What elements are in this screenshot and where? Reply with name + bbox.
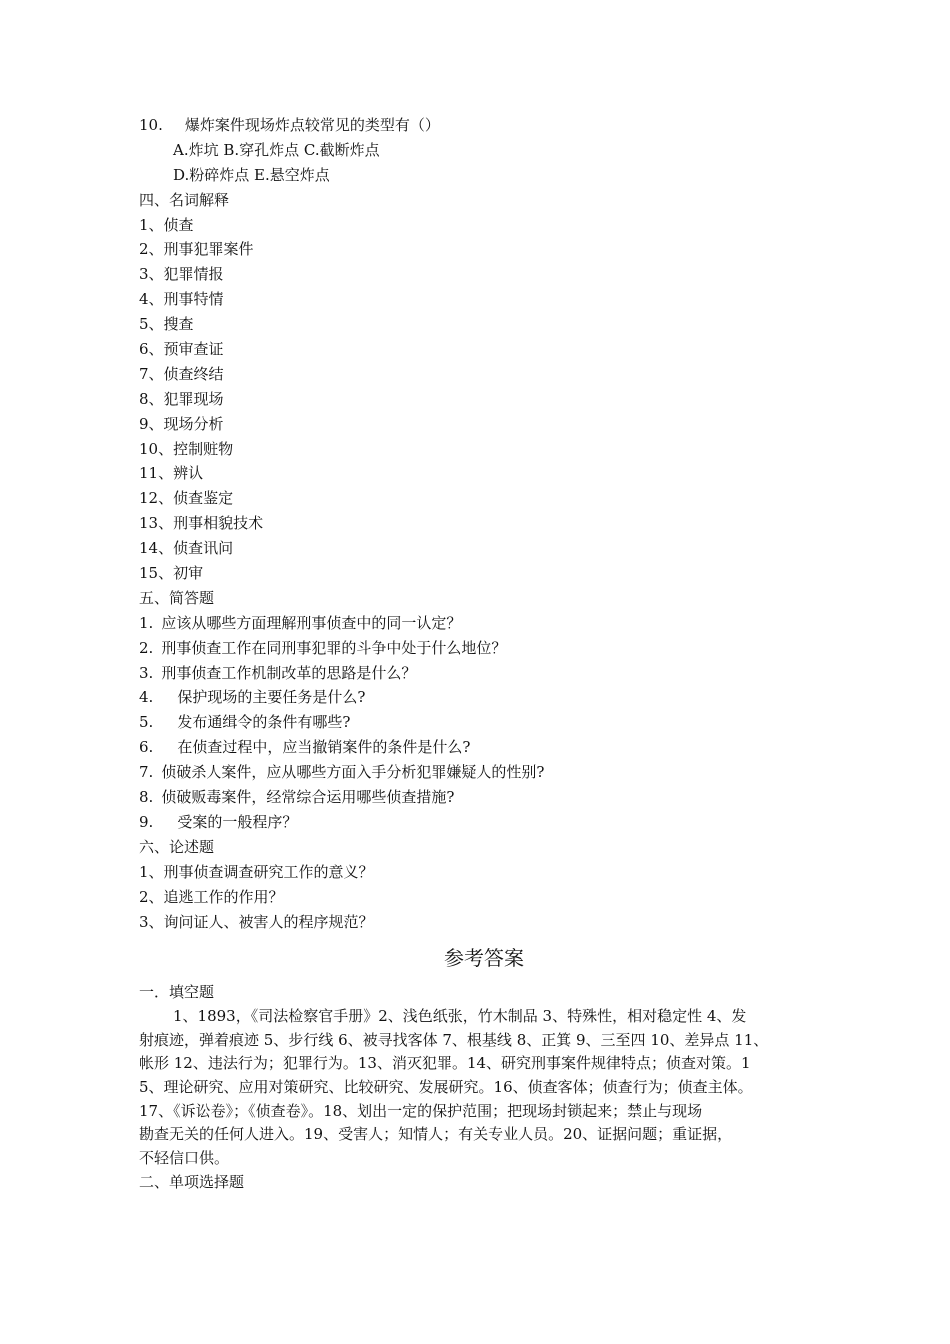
- item-number: 7.: [139, 763, 154, 782]
- section-heading: 五、简答题: [139, 588, 215, 607]
- item-number: 8.: [139, 788, 154, 807]
- question-number: 10.: [139, 116, 163, 134]
- term-list: [139, 213, 829, 586]
- section-heading: 六、论述题: [139, 837, 215, 856]
- item-text: 刑事侦查工作机制改革的思路是什么？: [161, 663, 417, 682]
- list-item: 8、犯罪现场: [139, 389, 224, 408]
- list-item: 9、现场分析: [139, 414, 224, 433]
- list-item: 1、刑事侦查调查研究工作的意义？: [139, 862, 374, 881]
- item-text: 保护现场的主要任务是什么?: [177, 688, 366, 707]
- item-number: 3.: [139, 663, 154, 682]
- list-item: 14、侦查讯问: [139, 539, 234, 558]
- item-text: 侦破杀人案件，应从哪些方面入手分析犯罪嫌疑人的性别?: [161, 763, 545, 782]
- list-item: [139, 810, 829, 835]
- question-list: [139, 611, 829, 835]
- item-number: 1.: [139, 613, 154, 632]
- item-text: 刑事侦查工作在同刑事犯罪的斗争中处于什么地位？: [161, 638, 507, 657]
- item-text: 侦破贩毒案件，经常综合运用哪些侦查措施?: [161, 788, 455, 807]
- list-item: 12、侦查鉴定: [139, 489, 234, 508]
- list-item: [139, 760, 829, 785]
- paragraph-line: 1、1893，《司法检察官手册》2、浅色纸张，竹木制品 3、特殊性，相对稳定性 4、发: [173, 1007, 747, 1026]
- list-item: 10、控制赃物: [139, 439, 234, 458]
- list-item: 15、初审: [139, 564, 204, 583]
- item-number: 5.: [139, 713, 154, 732]
- list-item: 5、搜查: [139, 315, 194, 334]
- answers-title: 参考答案: [444, 946, 524, 971]
- list-item: 4、刑事特情: [139, 290, 224, 309]
- question-options: D.粉碎炸点 E.悬空炸点: [173, 165, 330, 184]
- list-item: [139, 785, 829, 810]
- list-item: 3、犯罪情报: [139, 265, 224, 284]
- list-item: [139, 710, 829, 735]
- essay-list: [139, 860, 829, 935]
- item-number: 9.: [139, 812, 154, 831]
- list-item: [139, 636, 829, 661]
- paragraph-line: 射痕迹，弹着痕迹 5、步行线 6、被寻找客体 7、根基线 8、正箕 9、三至四 10、差异点 11、: [139, 1030, 769, 1049]
- section-heading: 四、名词解释: [139, 190, 230, 209]
- question-options: A.炸坑 B.穿孔炸点 C.截断炸点: [173, 140, 380, 159]
- answer-paragraph: [139, 1005, 829, 1170]
- list-item: 11、辨认: [139, 464, 204, 483]
- item-number: 2.: [139, 638, 154, 657]
- item-text: 应该从哪些方面理解刑事侦查中的同一认定？: [161, 613, 462, 632]
- list-item: 3、询问证人、被害人的程序规范？: [139, 912, 374, 931]
- item-number: 6.: [139, 738, 154, 757]
- list-item: 2、刑事犯罪案件: [139, 240, 254, 259]
- list-item: [139, 735, 829, 760]
- question-10: [139, 113, 829, 138]
- paragraph-line: 不轻信口供。: [139, 1148, 230, 1167]
- list-item: 13、刑事相貌技术: [139, 514, 264, 533]
- item-text: 发布通缉令的条件有哪些?: [177, 713, 351, 732]
- document-page: [139, 113, 829, 1195]
- paragraph-line: 勘查无关的任何人进入。19、受害人；知情人；有关专业人员。20、证据问题；重证据，: [139, 1125, 733, 1144]
- list-item: 6、预审查证: [139, 340, 224, 359]
- item-text: 受案的一般程序？: [177, 812, 298, 831]
- item-text: 在侦查过程中，应当撤销案件的条件是什么?: [177, 738, 471, 757]
- list-item: [139, 611, 829, 636]
- question-text: 爆炸案件现场炸点较常见的类型有（）: [184, 116, 440, 134]
- list-item: 2、追逃工作的作用？: [139, 887, 284, 906]
- list-item: 7、侦查终结: [139, 364, 224, 383]
- paragraph-line: 17、《诉讼卷》；《侦查卷》。18、划出一定的保护范围；把现场封锁起来；禁止与现场: [139, 1101, 703, 1120]
- list-item: [139, 685, 829, 710]
- item-number: 4.: [139, 688, 154, 707]
- paragraph-line: 5、理论研究、应用对策研究、比较研究、发展研究。16、侦查客体；侦查行为；侦查主体。: [139, 1078, 753, 1097]
- paragraph-line: 帐形 12、违法行为；犯罪行为。13、消灭犯罪。14、研究刑事案件规律特点；侦查对策。1: [139, 1054, 751, 1073]
- section-heading: 二、单项选择题: [139, 1173, 245, 1192]
- section-heading: 一．填空题: [139, 983, 215, 1002]
- list-item: [139, 661, 829, 686]
- list-item: 1、侦查: [139, 215, 194, 234]
